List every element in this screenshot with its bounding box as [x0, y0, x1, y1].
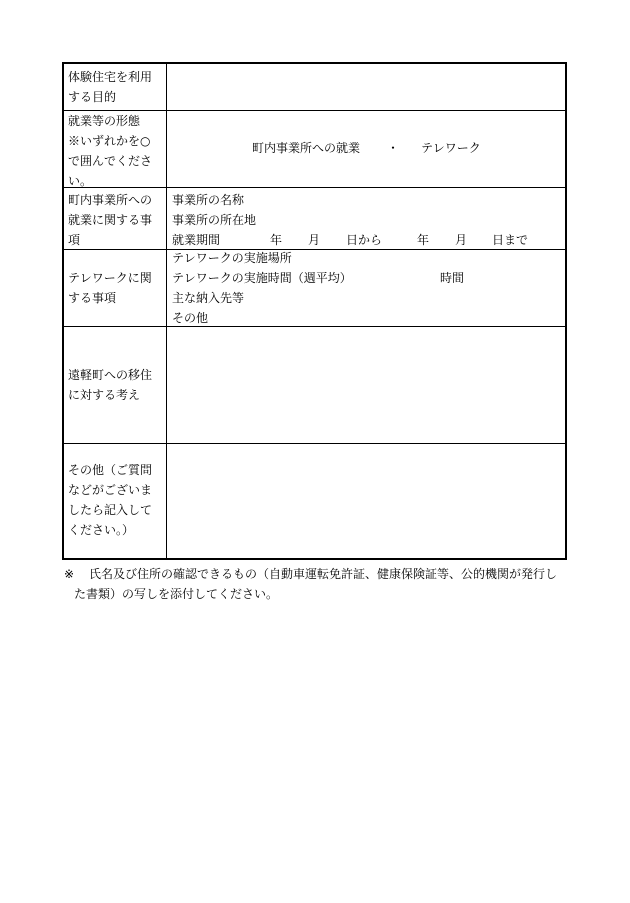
purpose-label: 体験住宅を利用 する目的	[68, 70, 153, 104]
telework-hours-unit[interactable]: 時間	[440, 271, 465, 285]
footnote-line-1: 氏名及び住所の確認できるもの（自動車運転免許証、健康保険証等、公的機関が発行し	[89, 567, 558, 581]
local-employment-label: 町内事業所への 就業に関する事 項	[68, 193, 153, 247]
row-purpose	[64, 64, 565, 111]
row-others	[64, 444, 565, 558]
period-end-month[interactable]: 月	[455, 233, 468, 247]
period-start-year[interactable]: 年	[270, 233, 283, 247]
period-end-day[interactable]: 日まで	[492, 233, 529, 247]
footnote-line-2: た書類）の写しを添付してください。	[74, 587, 279, 601]
telework-label: テレワークに関 する事項	[68, 271, 152, 305]
telework-hours-label: テレワークの実施時間（週平均）	[172, 271, 352, 285]
office-address-field[interactable]: 事業所の所在地	[172, 213, 257, 227]
migration-label: 遠軽町への移住 に対する考え	[68, 368, 153, 402]
option-separator: ・	[387, 141, 400, 155]
telework-place-field[interactable]: テレワークの実施場所	[172, 251, 292, 265]
migration-input[interactable]	[172, 327, 561, 443]
option-telework[interactable]: テレワーク	[421, 141, 481, 155]
purpose-input[interactable]	[172, 64, 561, 110]
employment-type-label: 就業等の形態 ※いずれかを○ で囲んでくださ い。	[68, 114, 153, 188]
period-start-month[interactable]: 月	[308, 233, 321, 247]
application-form-table	[62, 62, 567, 560]
row-local-employment	[64, 188, 565, 250]
footnote-mark: ※	[64, 567, 75, 581]
row-migration	[64, 327, 565, 444]
period-label: 就業期間	[172, 233, 221, 247]
office-name-field[interactable]: 事業所の名称	[172, 193, 245, 207]
others-input[interactable]	[172, 444, 561, 558]
option-local-employment[interactable]: 町内事業所への就業	[252, 141, 361, 155]
telework-other-field[interactable]: その他	[172, 311, 209, 325]
others-label: その他（ご質問 などがございま したら記入して ください。）	[68, 463, 153, 537]
telework-clients-field[interactable]: 主な納入先等	[172, 291, 245, 305]
period-start-day[interactable]: 日から	[346, 233, 383, 247]
period-end-year[interactable]: 年	[417, 233, 430, 247]
row-employment-type	[64, 111, 565, 188]
row-telework	[64, 250, 565, 327]
